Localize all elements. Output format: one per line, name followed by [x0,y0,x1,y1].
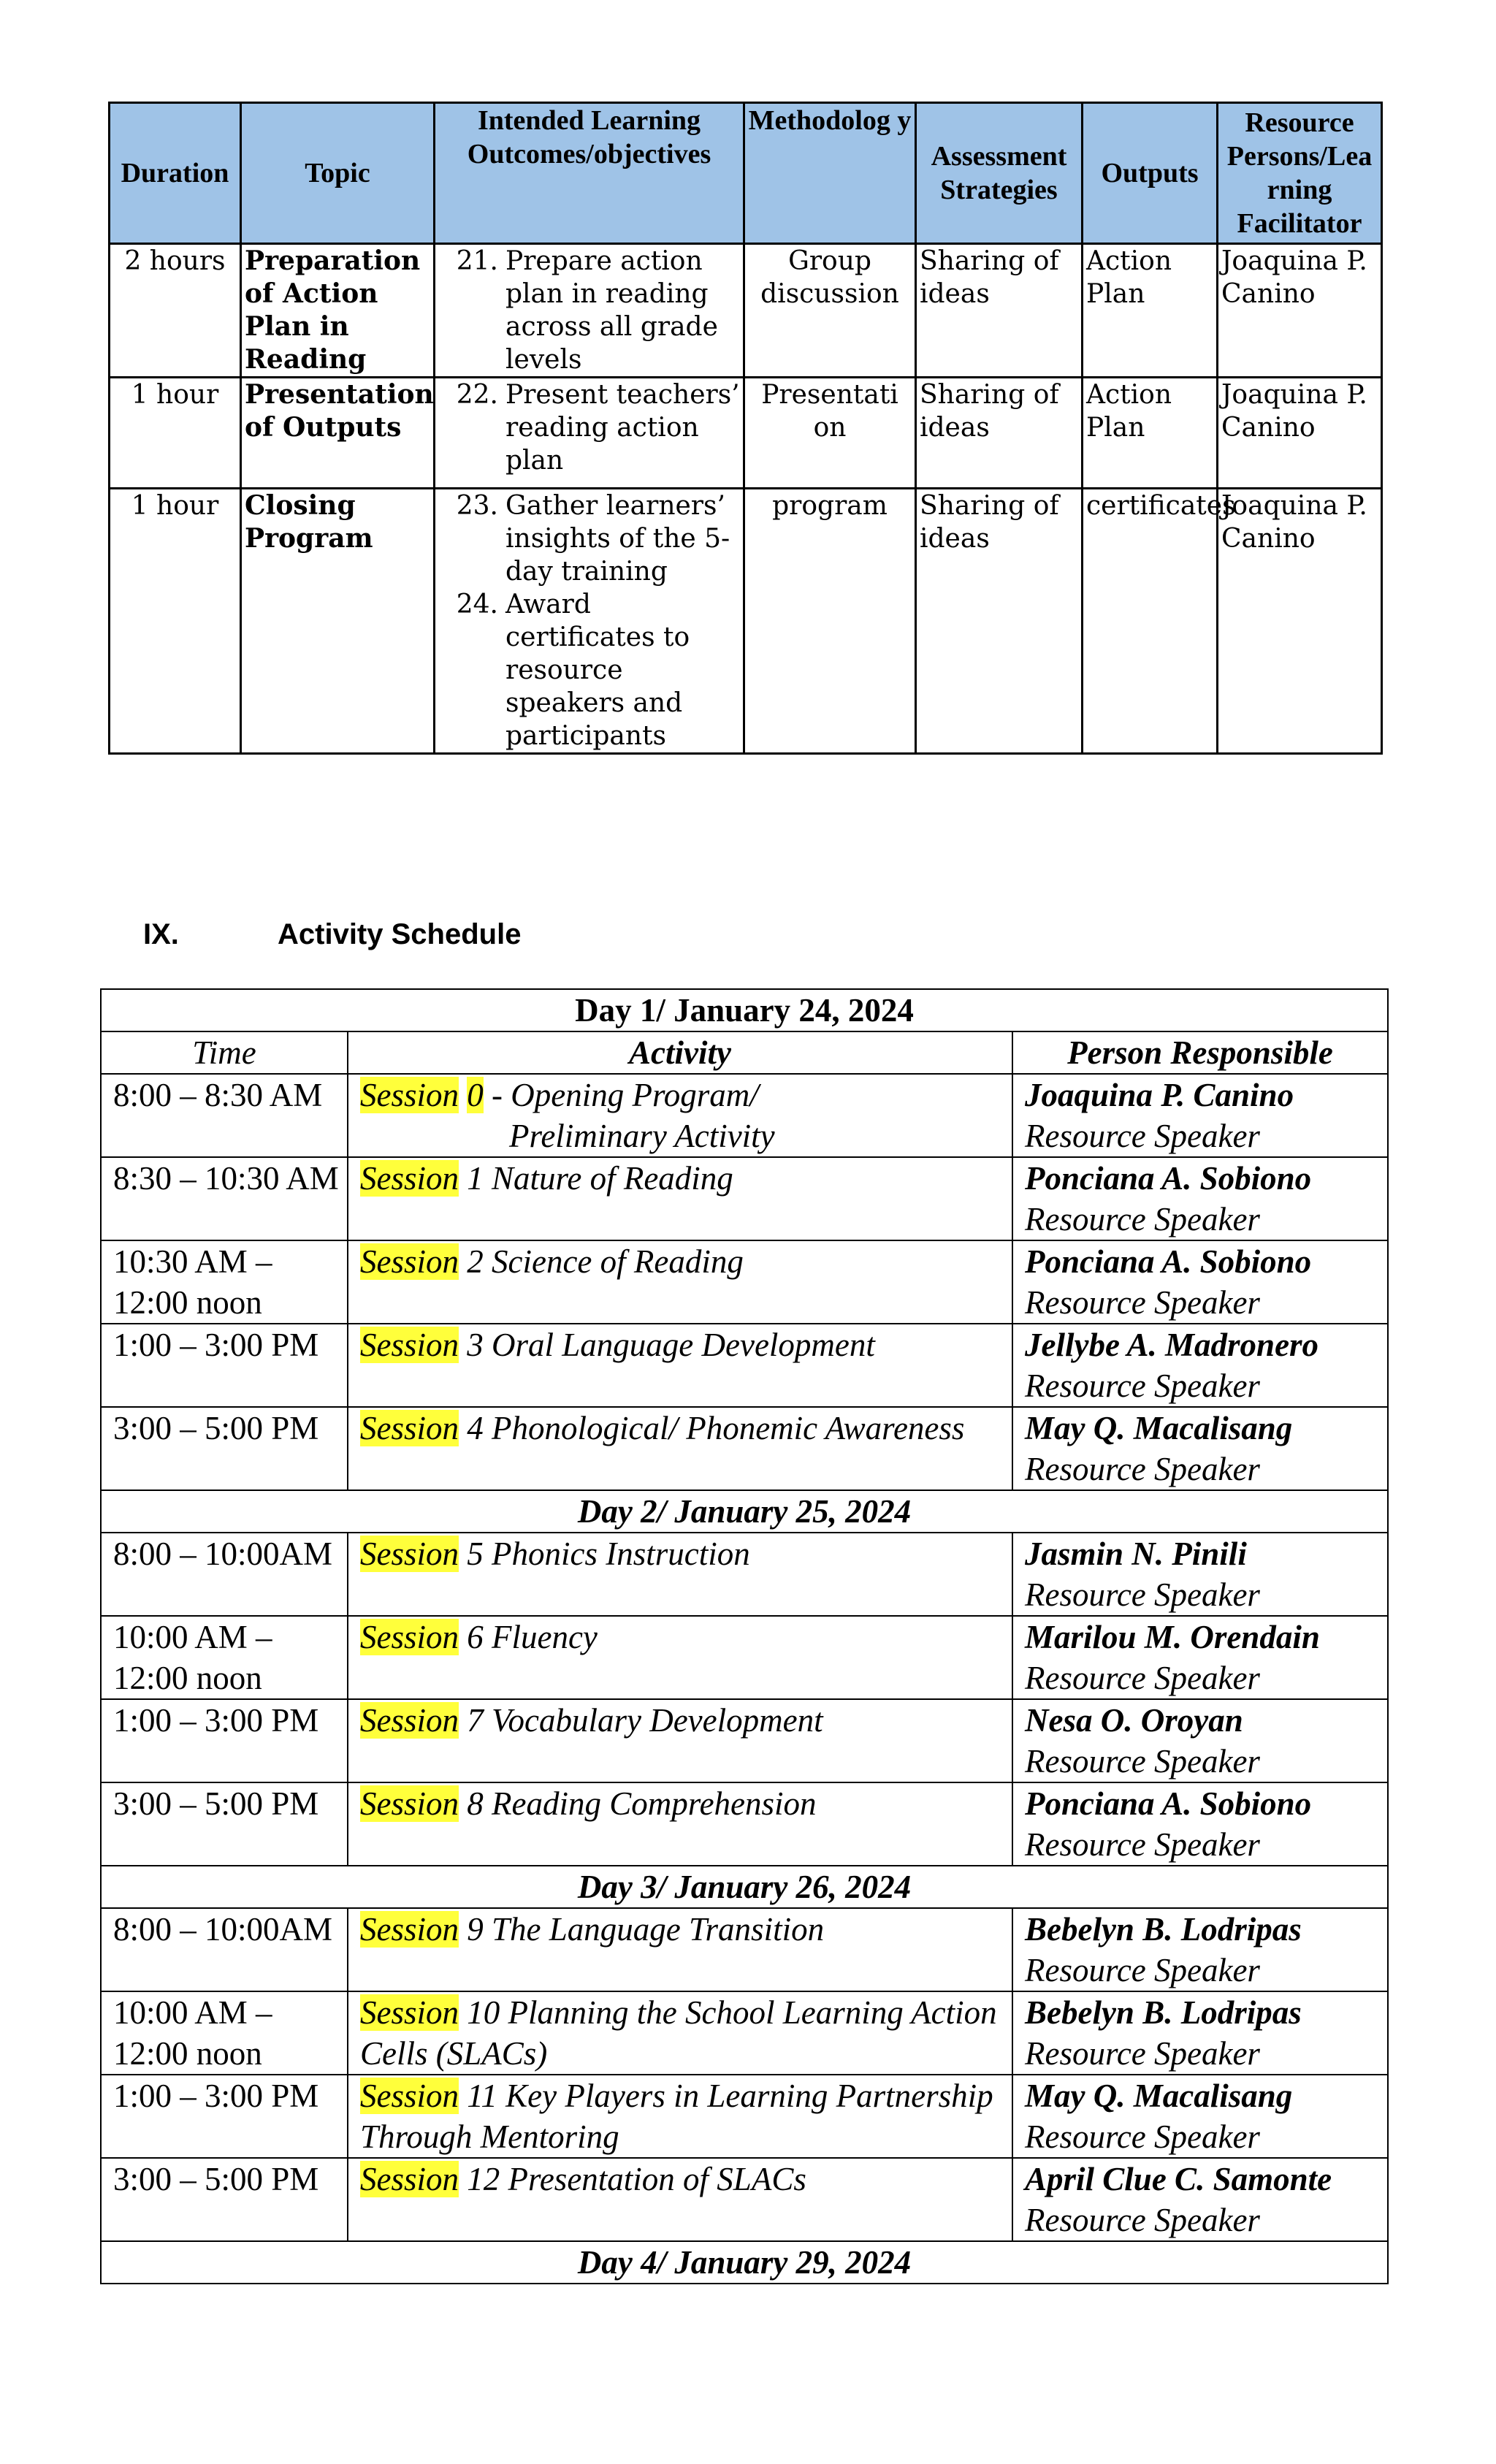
time-cell: 8:30 – 10:30 AM [101,1157,348,1240]
activity-cell: Session 2 Science of Reading [348,1240,1012,1324]
time-cell: 1:00 – 3:00 PM [101,2075,348,2158]
activity-schedule-table [100,988,1389,2284]
session-highlight: Session [360,2161,459,2197]
section-number: IX. [143,918,179,950]
activity-cell: Session 8 Reading Comprehension [348,1782,1012,1866]
activity-cell: Session 10 Planning the School Learning Action Cells (SLACs) [348,1991,1012,2075]
time-cell: 3:00 – 5:00 PM [101,2158,348,2241]
methodology-cell: Presentati on [744,378,916,489]
list-item: 23. Gather learners’ insights of the 5-day training [456,491,730,587]
person-cell: Joaquina P. Canino Resource Speaker [1012,1074,1388,1157]
person-cell: April Clue C. Samonte Resource Speaker [1012,2158,1388,2241]
methodology-cell: program [744,489,916,754]
duration-cell: 2 hours [110,244,241,378]
table-row [101,1616,1388,1699]
outputs-cell: certificates [1083,489,1218,754]
time-cell: 10:00 AM – 12:00 noon [101,1616,348,1699]
table-row [110,244,1382,378]
table-row [101,1074,1388,1157]
person-cell: Nesa O. Oroyan Resource Speaker [1012,1699,1388,1782]
person-cell: Jellybe A. Madronero Resource Speaker [1012,1324,1388,1407]
table-row [101,1991,1388,2075]
table-header-row [110,103,1382,244]
outputs-cell: Action Plan [1083,244,1218,378]
person-cell: May Q. Macalisang Resource Speaker [1012,1407,1388,1490]
assessment-cell: Sharing of ideas [916,378,1083,489]
session-highlight: Session [360,1536,459,1572]
facilitator-cell: Joaquina P. Canino [1218,244,1382,378]
activity-cell: Session 4 Phonological/ Phonemic Awareness [348,1407,1012,1490]
table-row [110,378,1382,489]
activity-cell: Session 0 - Opening Program/ Preliminary Activity [348,1074,1012,1157]
day-header-row [101,1490,1388,1533]
person-cell: Ponciana A. Sobiono Resource Speaker [1012,1782,1388,1866]
header-person: Person Responsible [1012,1031,1388,1074]
time-cell: 8:00 – 10:00AM [101,1908,348,1991]
list-item: 24. Award certificates to resource speakers and participants [456,590,690,751]
activity-cell: Session 1 Nature of Reading [348,1157,1012,1240]
activity-cell: Session 6 Fluency [348,1616,1012,1699]
header-duration: Duration [110,103,241,244]
person-cell: Bebelyn B. Lodripas Resource Speaker [1012,1991,1388,2075]
header-outputs: Outputs [1083,103,1218,244]
day-label: Day 1/ January 24, 2024 [101,989,1388,1031]
table-row [101,1324,1388,1407]
table-row [101,1240,1388,1324]
time-cell: 10:30 AM – 12:00 noon [101,1240,348,1324]
header-assessment: Assessment Strategies [916,103,1083,244]
activity-cell: Session 5 Phonics Instruction [348,1533,1012,1616]
training-matrix-table [108,102,1383,755]
activity-cell: Session 3 Oral Language Development [348,1324,1012,1407]
person-cell: Marilou M. Orendain Resource Speaker [1012,1616,1388,1699]
session-highlight: Session [360,1619,459,1655]
section-heading [143,917,521,952]
session-number: 0 [467,1077,484,1113]
day-header-row [101,1866,1388,1908]
session-highlight: Session [360,1702,459,1739]
assessment-cell: Sharing of ideas [916,489,1083,754]
person-cell: May Q. Macalisang Resource Speaker [1012,2075,1388,2158]
session-highlight: Session [360,1160,459,1197]
day-header-row [101,989,1388,1031]
session-highlight: Session [360,1243,459,1280]
time-cell: 1:00 – 3:00 PM [101,1324,348,1407]
time-cell: 8:00 – 10:00AM [101,1533,348,1616]
facilitator-cell: Joaquina P. Canino [1218,378,1382,489]
header-methodology: Methodolog y [744,103,916,244]
session-highlight: Session [360,2078,459,2114]
objectives-cell [435,244,744,378]
assessment-cell: Sharing of ideas [916,244,1083,378]
session-highlight: Session [360,1327,459,1363]
topic-cell: Presentation of Outputs [241,378,435,489]
day-label: Day 2/ January 25, 2024 [101,1490,1388,1533]
time-cell: 10:00 AM – 12:00 noon [101,1991,348,2075]
activity-cell: Session 9 The Language Transition [348,1908,1012,1991]
topic-cell: Preparation of Action Plan in Reading [241,244,435,378]
session-highlight: Session [360,1077,459,1113]
objectives-cell [435,489,744,754]
list-item: 22. Present teachers’ reading action plan [456,380,740,476]
schedule-header-row [101,1031,1388,1074]
section-title: Activity Schedule [278,918,522,950]
table-row [101,2075,1388,2158]
objectives-cell [435,378,744,489]
header-objectives: Intended Learning Outcomes/objectives [435,103,744,244]
facilitator-cell: Joaquina P. Canino [1218,489,1382,754]
table-row [101,2158,1388,2241]
table-row [101,1533,1388,1616]
day-header-row [101,2241,1388,2284]
topic-cell: Closing Program [241,489,435,754]
day-label: Day 3/ January 26, 2024 [101,1866,1388,1908]
activity-cell: Session 7 Vocabulary Development [348,1699,1012,1782]
table-row [101,1908,1388,1991]
table-row [101,1157,1388,1240]
methodology-cell: Group discussion [744,244,916,378]
outputs-cell: Action Plan [1083,378,1218,489]
duration-cell: 1 hour [110,489,241,754]
header-activity: Activity [348,1031,1012,1074]
table-row [110,489,1382,754]
session-highlight: Session [360,1785,459,1822]
session-highlight: Session [360,1911,459,1948]
time-cell: 1:00 – 3:00 PM [101,1699,348,1782]
person-cell: Ponciana A. Sobiono Resource Speaker [1012,1157,1388,1240]
header-facilitator: Resource Persons/Lea rning Facilitator [1218,103,1382,244]
activity-cell: Session 11 Key Players in Learning Partnership Through Mentoring [348,2075,1012,2158]
session-highlight: Session [360,1994,459,2031]
person-cell: Ponciana A. Sobiono Resource Speaker [1012,1240,1388,1324]
time-cell: 3:00 – 5:00 PM [101,1407,348,1490]
duration-cell: 1 hour [110,378,241,489]
time-cell: 8:00 – 8:30 AM [101,1074,348,1157]
list-item: 21. Prepare action plan in reading across all grade levels [456,246,718,375]
session-highlight: Session [360,1410,459,1446]
table-row [101,1782,1388,1866]
time-cell: 3:00 – 5:00 PM [101,1782,348,1866]
table-row [101,1407,1388,1490]
activity-cell: Session 12 Presentation of SLACs [348,2158,1012,2241]
day-label: Day 4/ January 29, 2024 [101,2241,1388,2284]
header-time: Time [101,1031,348,1074]
header-topic: Topic [241,103,435,244]
person-cell: Bebelyn B. Lodripas Resource Speaker [1012,1908,1388,1991]
table-row [101,1699,1388,1782]
person-cell: Jasmin N. Pinili Resource Speaker [1012,1533,1388,1616]
